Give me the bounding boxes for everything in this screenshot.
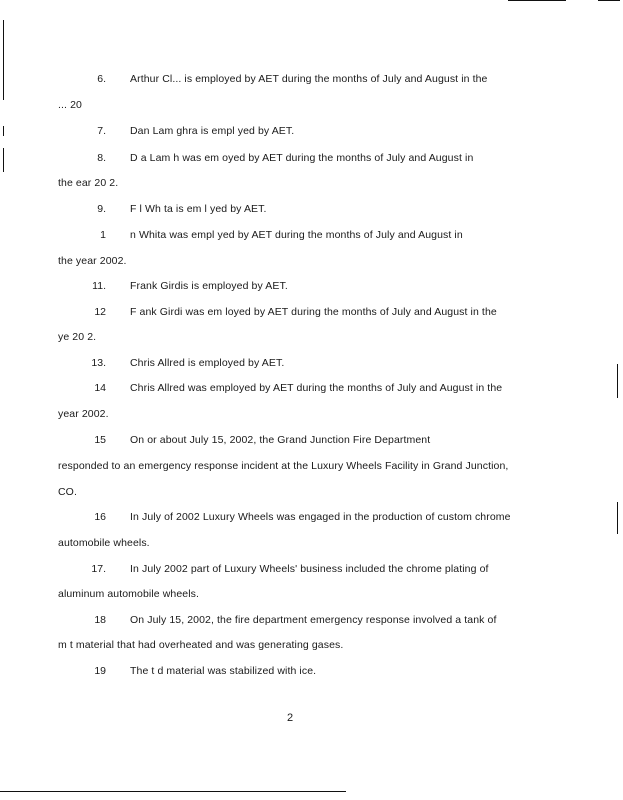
scan-edge-top-right-2 bbox=[598, 0, 620, 1]
paragraph-text: Chris Allred was employed by AET during the months of July and August in the bbox=[130, 382, 503, 394]
paragraph-number: 6. bbox=[97, 73, 106, 85]
paragraph-continuation: m t material that had overheated and was generating gases. bbox=[58, 639, 344, 651]
paragraph-number: 15 bbox=[94, 434, 106, 446]
paragraph-number: 18 bbox=[94, 614, 106, 626]
paragraph-text: F ank Girdi was em loyed by AET during the months of July and August in the bbox=[130, 306, 497, 318]
scan-edge-right-1 bbox=[617, 364, 618, 398]
page-number: 2 bbox=[287, 712, 294, 724]
paragraph-continuation: year 2002. bbox=[58, 408, 109, 420]
paragraph-text: Arthur Cl... is employed by AET during the months of July and August in the bbox=[130, 73, 488, 85]
scan-edge-left-2 bbox=[3, 126, 4, 136]
paragraph-number: 12 bbox=[94, 306, 106, 318]
paragraph-number: 8. bbox=[97, 152, 106, 164]
paragraph-text: The t d material was stabilized with ice. bbox=[130, 665, 317, 677]
paragraph-text: F l Wh ta is em l yed by AET. bbox=[130, 203, 267, 215]
paragraph-continuation: ... 20 bbox=[58, 99, 82, 111]
paragraph-text: In July of 2002 Luxury Wheels was engaged in the production of custom chrome bbox=[130, 511, 511, 523]
paragraph-text: Frank Girdis is employed by AET. bbox=[130, 280, 288, 292]
paragraph-number: 1 bbox=[100, 229, 106, 241]
scan-edge-bottom bbox=[0, 791, 346, 792]
paragraph-continuation: CO. bbox=[58, 486, 77, 498]
paragraph-continuation: ye 20 2. bbox=[58, 331, 97, 343]
paragraph-number: 14 bbox=[94, 382, 106, 394]
paragraph-number: 16 bbox=[94, 511, 106, 523]
scan-edge-left-3 bbox=[3, 148, 4, 172]
paragraph-text: D a Lam h was em oyed by AET during the months of July and August in bbox=[130, 152, 474, 164]
paragraph-number: 11. bbox=[92, 280, 106, 292]
paragraph-continuation: the year 2002. bbox=[58, 255, 127, 267]
paragraph-number: 7. bbox=[97, 125, 106, 137]
scan-edge-top-right-1 bbox=[508, 0, 566, 1]
paragraph-text: On July 15, 2002, the fire department emergency response involved a tank of bbox=[130, 614, 497, 626]
paragraph-text: n Whita was empl yed by AET during the months of July and August in bbox=[130, 229, 463, 241]
paragraph-text: On or about July 15, 2002, the Grand Junction Fire Department bbox=[130, 434, 431, 446]
paragraph-number: 9. bbox=[97, 203, 106, 215]
paragraph-text: Chris Allred is employed by AET. bbox=[130, 357, 285, 369]
paragraph-number: 13. bbox=[91, 357, 106, 369]
paragraph-number: 19 bbox=[94, 665, 106, 677]
paragraph-text: Dan Lam ghra is empl yed by AET. bbox=[130, 125, 295, 137]
scan-edge-right-2 bbox=[617, 502, 618, 534]
paragraph-continuation: automobile wheels. bbox=[58, 537, 150, 549]
paragraph-number: 17. bbox=[91, 563, 106, 575]
paragraph-continuation: responded to an emergency response incident at the Luxury Wheels Facility in Grand Junction, bbox=[58, 460, 509, 472]
paragraph-text: In July 2002 part of Luxury Wheels' business included the chrome plating of bbox=[130, 563, 489, 575]
paragraph-continuation: the ear 20 2. bbox=[58, 177, 119, 189]
paragraph-continuation: aluminum automobile wheels. bbox=[58, 588, 200, 600]
scan-edge-left-1 bbox=[3, 20, 4, 100]
